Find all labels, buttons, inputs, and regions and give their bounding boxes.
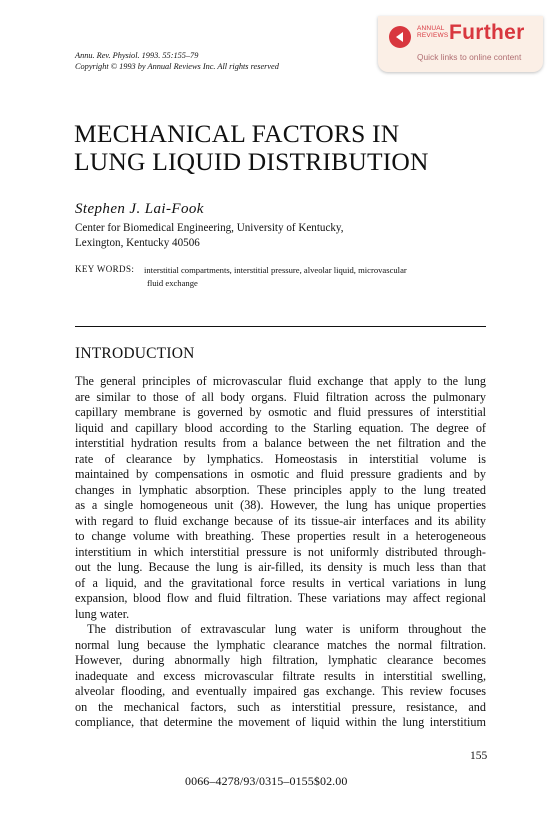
- paragraph-line: maintained by compensations in osmotic and fluid pressure gradients and by: [75, 467, 486, 481]
- affiliation-line: Lexington, Kentucky 40506: [75, 236, 200, 249]
- paragraph-line: as a single homogeneous unit (38). However, the lung has unique properties: [75, 498, 486, 512]
- further-label: Further: [449, 21, 525, 44]
- keywords-list: [144, 264, 489, 289]
- copyright-line: Copyright © 1993 by Annual Reviews Inc. All rights reserved: [75, 62, 279, 71]
- paragraph-line: normal lung because the lymphatic clearance matches the normal filtration.: [75, 637, 486, 652]
- paragraph-line: on the mechanical factors, such as interstitial pressure, resistance, and: [75, 699, 486, 714]
- journal-citation: [75, 50, 279, 72]
- paragraph-line: to change volume with breathing. These properties result in a heterogeneous: [75, 529, 486, 543]
- body-text: [75, 374, 486, 731]
- author-affiliation: [75, 221, 344, 250]
- play-arrow-icon: [389, 26, 411, 48]
- paragraph-line: lung water.: [75, 606, 130, 621]
- paragraph-line: interstitial hydration results from a balance between the net filtration and the: [75, 436, 486, 450]
- paragraph-line: with regard to fluid exchange because of its tissue-air interfaces and its ability: [75, 513, 486, 528]
- paragraph-line: are similar to those of all body organs. Fluid filtration across the pulmonary: [75, 389, 486, 404]
- keywords-line: interstitial compartments, interstitial pressure, alveolar liquid, microvascular: [144, 265, 407, 275]
- paragraph-line: The distribution of extravascular lung water is uniform throughout the: [87, 622, 486, 636]
- paragraph-line: The general principles of microvascular fluid exchange that apply to the lung: [75, 374, 486, 388]
- affiliation-line: Center for Biomedical Engineering, University of Kentucky,: [75, 222, 344, 234]
- title-line: LUNG LIQUID DISTRIBUTION: [74, 147, 429, 176]
- paragraph-line: compliance, that determine the movement of liquid within the lung interstitium: [75, 715, 486, 729]
- footer-price-code: 0066–4278/93/0315–0155$02.00: [185, 774, 348, 788]
- paragraph-line: changes in lymphatic absorption. These principles apply to the lung treated: [75, 482, 486, 497]
- page-number: 155: [470, 750, 488, 762]
- paragraph-line: capillary membrane is governed by osmotic and fluid pressures of interstitial: [75, 405, 486, 419]
- keywords-line: fluid exchange: [147, 277, 198, 288]
- paragraph-line: interstitium in which interstitial pressure is not uniformly distributed through-: [75, 544, 486, 559]
- keywords-label: KEY WORDS:: [75, 264, 135, 274]
- paragraph-line: alveolar flooding, and eventually impaired gas exchange. This review focuses: [75, 684, 486, 698]
- paragraph-line: of a liquid, and the gravitational force results in vertical variations in lung: [75, 575, 486, 590]
- paragraph-line: rate of clearance by lymphatics. Homeostasis in interstitial volume is: [75, 451, 486, 466]
- citation-line: Annu. Rev. Physiol. 1993. 55:155–79: [75, 51, 199, 60]
- quick-links-text[interactable]: Quick links to online content: [417, 52, 522, 62]
- article-title: [74, 120, 494, 176]
- paragraph-line: expansion, blood flow and fluid filtration. These variations may affect regional: [75, 591, 486, 605]
- author-name: Stephen J. Lai-Fook: [75, 201, 204, 217]
- title-line: MECHANICAL FACTORS IN: [74, 119, 400, 148]
- annual-reviews-logo-text: ANNUAL REVIEWS: [417, 25, 449, 39]
- paragraph-line: However, during abnormally high filtration, lymphatic clearance becomes: [75, 653, 486, 667]
- section-divider: [75, 326, 486, 327]
- section-heading: INTRODUCTION: [75, 345, 195, 362]
- paragraph-line: inadequate and excess microvascular filtrate results in interstitial swelling,: [75, 668, 486, 683]
- paragraph-line: liquid and capillary blood according to the Starling equation. The degree of: [75, 420, 486, 435]
- paragraph-line: out the lung. Because the lung is air-filled, its density is much less than that: [75, 560, 486, 574]
- annual-reviews-further-badge[interactable]: [378, 16, 543, 72]
